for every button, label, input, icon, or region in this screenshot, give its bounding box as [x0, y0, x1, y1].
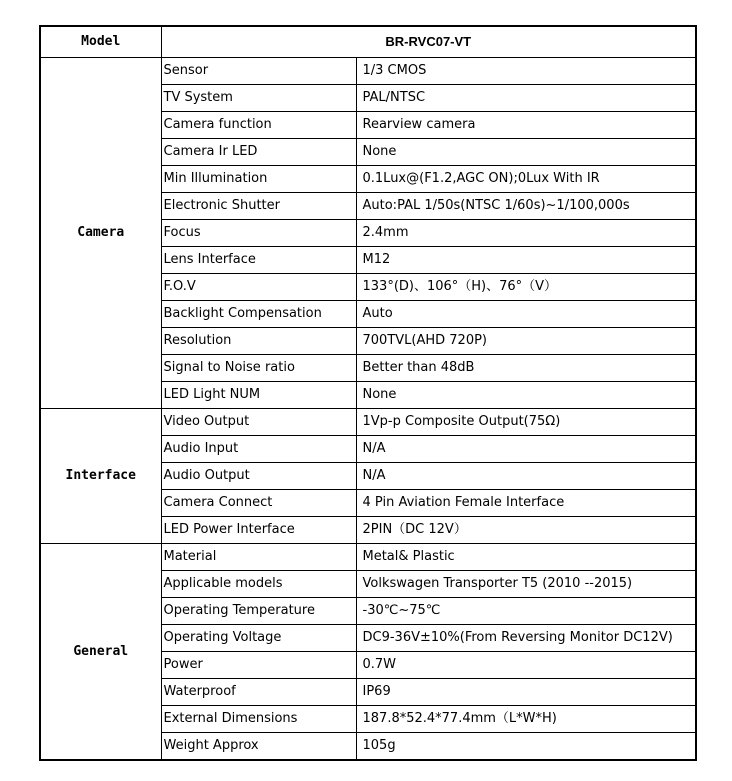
spec-parameter: Backlight Compensation	[161, 301, 356, 328]
spec-parameter: Audio Input	[161, 436, 356, 463]
model-row	[40, 26, 696, 58]
spec-parameter: Resolution	[161, 328, 356, 355]
spec-parameter: Weight Approx	[161, 733, 356, 761]
spec-table	[39, 25, 697, 761]
spec-value: Metal& Plastic	[356, 544, 696, 571]
group-label-general: General	[40, 544, 161, 761]
spec-value: PAL/NTSC	[356, 85, 696, 112]
spec-value: Rearview camera	[356, 112, 696, 139]
spec-parameter: LED Light NUM	[161, 382, 356, 409]
spec-value: None	[356, 382, 696, 409]
spec-parameter: TV System	[161, 85, 356, 112]
spec-parameter: Signal to Noise ratio	[161, 355, 356, 382]
group-label-interface: Interface	[40, 409, 161, 544]
spec-parameter: Operating Voltage	[161, 625, 356, 652]
spec-value: 0.7W	[356, 652, 696, 679]
spec-value: 105g	[356, 733, 696, 761]
spec-parameter: Sensor	[161, 58, 356, 85]
table-row	[40, 409, 696, 436]
spec-value: 187.8*52.4*77.4mm（L*W*H)	[356, 706, 696, 733]
spec-value: DC9-36V±10%(From Reversing Monitor DC12V)	[356, 625, 696, 652]
spec-parameter: Camera Ir LED	[161, 139, 356, 166]
spec-parameter: Applicable models	[161, 571, 356, 598]
spec-value: Volkswagen Transporter T5 (2010 --2015)	[356, 571, 696, 598]
spec-parameter: Min Illumination	[161, 166, 356, 193]
spec-value: Better than 48dB	[356, 355, 696, 382]
spec-value: 2.4mm	[356, 220, 696, 247]
spec-value: 1Vp-p Composite Output(75Ω)	[356, 409, 696, 436]
spec-value: M12	[356, 247, 696, 274]
spec-parameter: Material	[161, 544, 356, 571]
spec-value: 133°(D)、106°（H)、76°（V）	[356, 274, 696, 301]
spec-parameter: Lens Interface	[161, 247, 356, 274]
spec-parameter: Video Output	[161, 409, 356, 436]
spec-value: IP69	[356, 679, 696, 706]
spec-value: 2PIN（DC 12V）	[356, 517, 696, 544]
table-row	[40, 58, 696, 85]
spec-parameter: Power	[161, 652, 356, 679]
spec-parameter: Audio Output	[161, 463, 356, 490]
spec-value: 1/3 CMOS	[356, 58, 696, 85]
spec-value: 0.1Lux@(F1.2,AGC ON);0Lux With IR	[356, 166, 696, 193]
spec-parameter: Electronic Shutter	[161, 193, 356, 220]
table-row	[40, 544, 696, 571]
spec-value: -30℃~75℃	[356, 598, 696, 625]
spec-value: 700TVL(AHD 720P)	[356, 328, 696, 355]
spec-parameter: LED Power Interface	[161, 517, 356, 544]
model-value: BR-RVC07-VT	[161, 26, 696, 58]
spec-parameter: Focus	[161, 220, 356, 247]
model-label: Model	[40, 26, 161, 58]
spec-parameter: External Dimensions	[161, 706, 356, 733]
spec-parameter: Camera Connect	[161, 490, 356, 517]
spec-value: Auto:PAL 1/50s(NTSC 1/60s)~1/100,000s	[356, 193, 696, 220]
spec-value: None	[356, 139, 696, 166]
spec-parameter: Waterproof	[161, 679, 356, 706]
spec-value: N/A	[356, 463, 696, 490]
spec-parameter: F.O.V	[161, 274, 356, 301]
spec-value: Auto	[356, 301, 696, 328]
spec-parameter: Operating Temperature	[161, 598, 356, 625]
spec-parameter: Camera function	[161, 112, 356, 139]
group-label-camera: Camera	[40, 58, 161, 409]
spec-value: 4 Pin Aviation Female Interface	[356, 490, 696, 517]
spec-value: N/A	[356, 436, 696, 463]
